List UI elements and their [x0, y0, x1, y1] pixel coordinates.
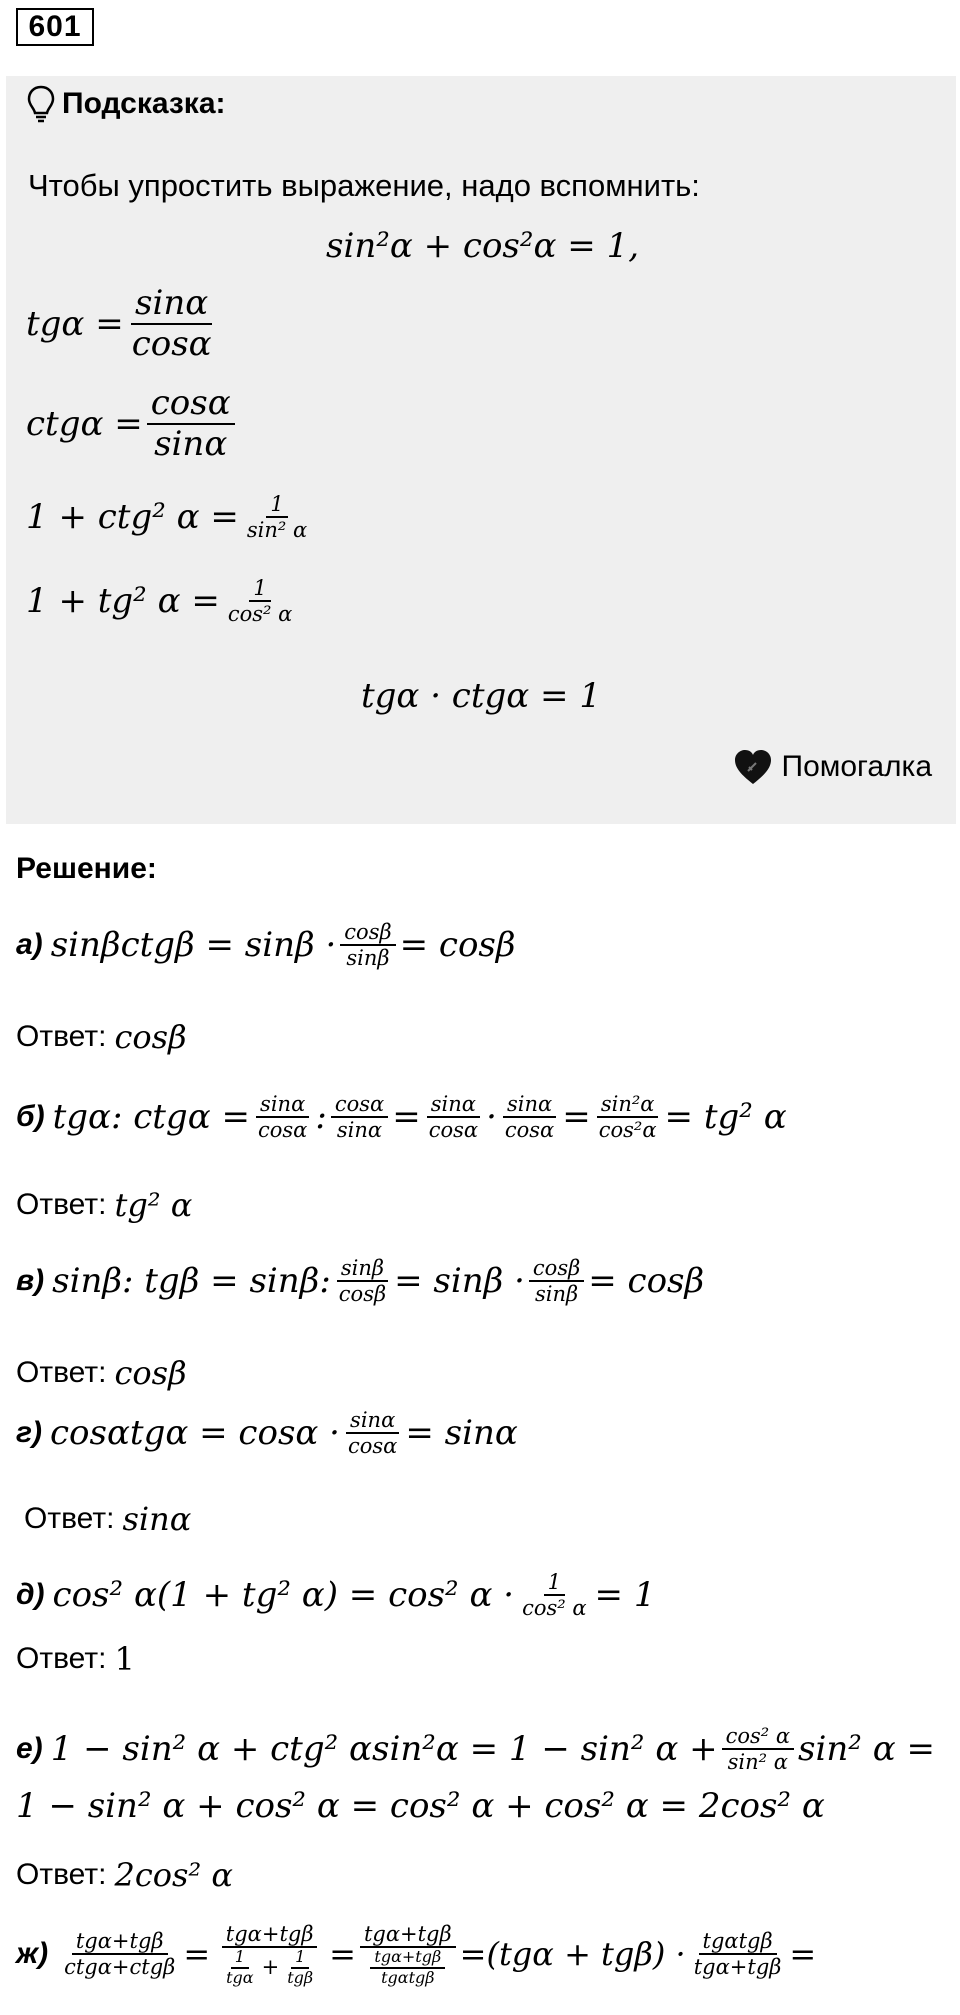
identity-formula: sin²α + cos²α = 1, [326, 226, 640, 266]
item-e-den: sin² α [727, 1750, 788, 1775]
item-v-d1: cosβ [338, 1282, 387, 1307]
answer-a [16, 1018, 187, 1056]
tg-square-num: 1 [249, 576, 270, 602]
item-e-num: cos² α [722, 1724, 794, 1750]
item-e-right: sin² α = [798, 1729, 935, 1770]
answer-d-label: Ответ: [16, 1642, 107, 1675]
item-zh-d2b-den: tgβ [287, 1967, 314, 1987]
item-b [16, 1092, 787, 1142]
item-zh: ж) $\frac{\text{tgα+tgβ}}{\text{ctgα+ctgβ}}$ = tgα+tgβ $\frac{1}{\text{tgα}}$ + $\frac{1}{\text{tgβ}}$ = $\frac{\text{tgα+tgβ}}{\frac{\text{tgα+tgβ}}{\text{tgαtgβ}}}$ = (tgα + tgβ) · $\frac{\text{tgαtgβ}}{\text{tgα+tgβ}}$ = [16, 1922, 817, 1987]
item-a-left: sinβctgβ = sinβ · [50, 925, 337, 966]
item-v-mid: = sinβ · [394, 1261, 525, 1302]
item-g-right: = sinα [405, 1413, 518, 1454]
ctg-formula [26, 384, 239, 464]
item-zh-d2b-num: 1 [291, 1948, 309, 1968]
item-zh-d4: tgα+tgβ [693, 1955, 782, 1980]
hint-panel [6, 76, 956, 824]
item-d [16, 1570, 655, 1620]
item-b-d5: cos²α [598, 1118, 657, 1143]
item-b-d4: cosα [504, 1118, 555, 1143]
item-b-n5: sin²α [597, 1092, 659, 1118]
item-g-left: cosαtgα = cosα · [50, 1413, 340, 1454]
answer-v [16, 1354, 187, 1392]
item-v [16, 1256, 704, 1306]
item-zh-d2a-den: tgα [226, 1967, 254, 1987]
tg-ctg-product-formula: tgα · ctgα = 1 [361, 676, 601, 716]
item-b-d1: cosα [257, 1118, 308, 1143]
item-zh-eq1: = [183, 1935, 211, 1974]
item-zh-d2a-num: 1 [231, 1948, 249, 1968]
answer-b-label: Ответ: [16, 1188, 107, 1221]
ctg-formula-den: sinα [154, 424, 228, 465]
answer-b-value: tg² α [114, 1186, 193, 1224]
item-zh-eq2: = [329, 1935, 356, 1974]
item-zh-n2: tgα+tgβ [222, 1922, 318, 1948]
brand [732, 748, 933, 786]
answer-e-label: Ответ: [16, 1858, 107, 1891]
item-b-op1: : [315, 1097, 327, 1138]
answer-d [16, 1640, 135, 1678]
lightbulb-icon [26, 84, 56, 124]
item-zh-mid: (tgα + tgβ) · [486, 1935, 686, 1974]
ctg-formula-num: cosα [147, 384, 235, 425]
item-d-num: 1 [544, 1570, 565, 1596]
item-b-op2: = [392, 1097, 421, 1138]
tg-formula-num: sinα [131, 284, 212, 325]
item-zh-n1: tgα+tgβ [72, 1929, 168, 1955]
item-b-n1: sinα [256, 1092, 309, 1118]
item-v-n1: sinβ [337, 1256, 388, 1282]
item-b-label: б) [16, 1100, 45, 1134]
tg-formula [26, 284, 220, 364]
item-v-n2: cosβ [529, 1256, 584, 1282]
answer-g-value: sinα [122, 1500, 192, 1538]
item-d-label: д) [16, 1578, 45, 1612]
answer-d-value: 1 [114, 1640, 135, 1678]
answer-v-label: Ответ: [16, 1356, 107, 1389]
solution-title: Решение: [16, 852, 157, 885]
item-d-den: cos² α [522, 1596, 587, 1621]
item-v-d2: sinβ [535, 1282, 579, 1307]
ctg-square-formula [26, 492, 315, 542]
item-b-left: tgα: ctgα = [52, 1097, 250, 1138]
item-a [16, 920, 516, 970]
item-a-label: а) [16, 928, 43, 962]
item-b-d3: cosα [428, 1118, 479, 1143]
item-a-right: = cosβ [399, 925, 516, 966]
tg-square-formula [26, 576, 300, 626]
item-zh-d3-num: tgα+tgβ [370, 1948, 445, 1968]
item-zh-label: ж) [16, 1937, 49, 1971]
answer-a-value: cosβ [114, 1018, 187, 1056]
ctg-formula-left: ctgα = [26, 404, 143, 445]
heart-icon [732, 748, 774, 786]
item-b-op4: = [562, 1097, 591, 1138]
item-g [16, 1408, 518, 1458]
item-zh-d1: ctgα+ctgβ [64, 1955, 176, 1980]
brand-name: Помогалка [781, 750, 932, 783]
hint-title: Подсказка: [62, 87, 226, 120]
item-v-right: = cosβ [588, 1261, 705, 1302]
item-e-label: е) [16, 1732, 43, 1766]
answer-g-label: Ответ: [24, 1502, 115, 1535]
answer-e [16, 1856, 233, 1894]
item-e-left: 1 − sin² α + ctg² αsin²α = 1 − sin² α + [50, 1729, 718, 1770]
item-e-line2: 1 − sin² α + cos² α = cos² α + cos² α = 2cos² α [16, 1786, 825, 1826]
item-b-n3: sinα [427, 1092, 480, 1118]
hint-header [26, 84, 226, 124]
item-b-n2: cosα [331, 1092, 388, 1118]
answer-b [16, 1186, 192, 1224]
item-g-label: г) [16, 1416, 43, 1450]
ctg-square-left: 1 + ctg² α = [26, 497, 239, 538]
item-zh-right: = [789, 1935, 817, 1974]
item-zh-n3: tgα+tgβ [360, 1922, 456, 1948]
task-number: 601 [16, 8, 94, 46]
item-e [16, 1724, 935, 1774]
item-g-num: sinα [346, 1408, 399, 1434]
item-a-den: sinβ [346, 946, 390, 971]
ctg-square-num: 1 [266, 492, 287, 518]
answer-g [24, 1500, 191, 1538]
item-zh-eq3: = [459, 1935, 487, 1974]
item-b-op3: · [486, 1097, 497, 1138]
tg-square-den: cos² α [227, 602, 293, 627]
item-v-label: в) [16, 1264, 45, 1298]
item-b-right: = tg² α [664, 1097, 787, 1138]
item-a-num: cosβ [340, 920, 395, 946]
item-b-d2: sinα [336, 1118, 383, 1143]
answer-e-value: 2cos² α [114, 1856, 234, 1894]
item-d-left: cos² α(1 + tg² α) = cos² α · [52, 1575, 515, 1616]
tg-formula-left: tgα = [26, 304, 124, 345]
tg-square-left: 1 + tg² α = [26, 581, 220, 622]
item-v-left: sinβ: tgβ = sinβ: [52, 1261, 331, 1302]
item-d-right: = 1 [594, 1575, 656, 1616]
item-zh-d3-den: tgαtgβ [381, 1967, 435, 1987]
answer-v-value: cosβ [114, 1354, 187, 1392]
item-g-den: cosα [347, 1434, 398, 1459]
hint-intro: Чтобы упростить выражение, надо вспомнить: [28, 168, 700, 203]
item-zh-n4: tgαtgβ [699, 1929, 777, 1955]
answer-a-label: Ответ: [16, 1020, 107, 1053]
tg-formula-den: cosα [131, 324, 212, 365]
item-b-n4: sinα [503, 1092, 556, 1118]
ctg-square-den: sin² α [246, 518, 308, 543]
